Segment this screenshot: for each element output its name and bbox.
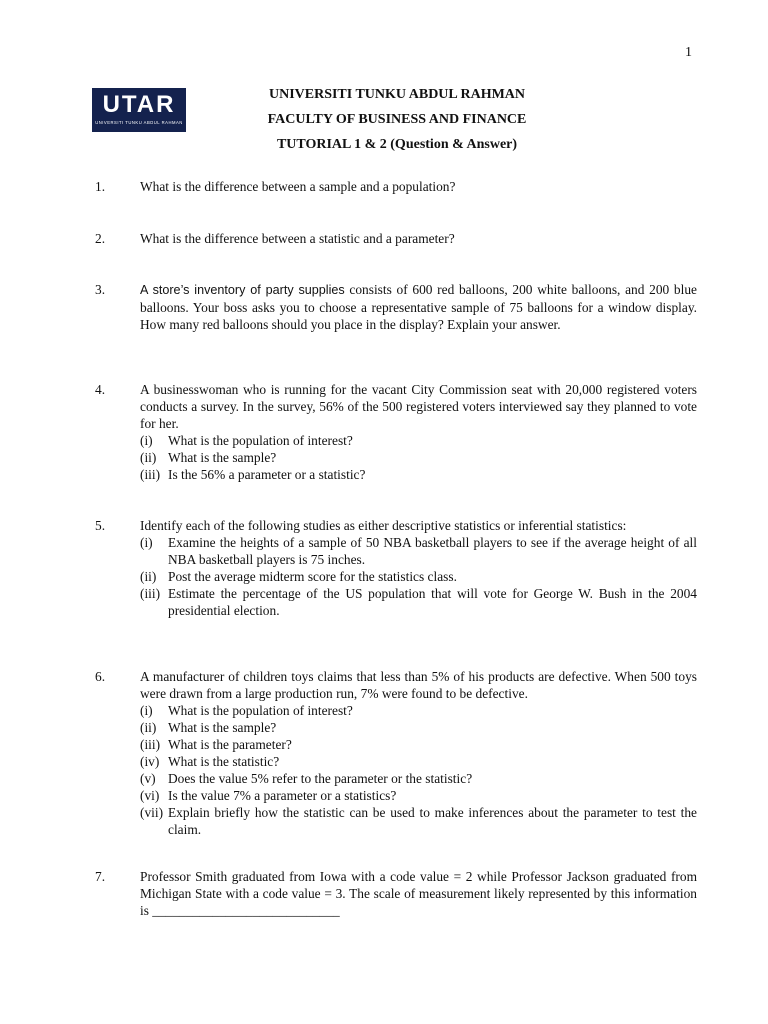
question-text: What is the difference between a sample and a population? <box>140 179 456 194</box>
question-text: Identify each of the following studies as either descriptive statistics or inferential statistics: <box>140 518 627 533</box>
question-body <box>140 868 697 919</box>
question-number: 6. <box>95 669 106 684</box>
sub-question <box>140 753 697 770</box>
sub-question-numeral: (iv) <box>140 754 160 769</box>
sub-question <box>140 702 697 719</box>
sub-question-numeral: (ii) <box>140 450 157 465</box>
sub-question-numeral: (i) <box>140 535 153 550</box>
faculty-name: FACULTY OF BUSINESS AND FINANCE <box>267 112 527 127</box>
question-3 <box>95 281 697 333</box>
question-4 <box>95 381 697 483</box>
page-number: 1 <box>685 45 692 60</box>
sub-question-text: What is the sample? <box>168 450 277 465</box>
sub-question <box>140 585 697 619</box>
question-body <box>140 281 697 333</box>
question-number: 2. <box>95 231 106 246</box>
question-text: Professor Smith graduated from Iowa with a code value = 2 while Professor Jackson graduated from Michigan State with a code value = 3. The scale of measurement likely represented by this information is ____________________________ <box>140 869 697 918</box>
sub-question-numeral: (i) <box>140 703 153 718</box>
sub-question-numeral: (vi) <box>140 788 160 803</box>
question-body <box>140 381 697 483</box>
sub-question-text: What is the sample? <box>168 720 277 735</box>
sub-question <box>140 432 697 449</box>
sub-question-numeral: (ii) <box>140 569 157 584</box>
question-body <box>140 668 697 838</box>
university-name: UNIVERSITI TUNKU ABDUL RAHMAN <box>268 87 526 102</box>
document-header <box>0 86 768 161</box>
question-body <box>140 230 697 247</box>
sub-question-text: Post the average midterm score for the statistics class. <box>168 569 457 584</box>
question-text: A businesswoman who is running for the vacant City Commission seat with 20,000 registered voters conducts a survey. In the survey, 56% of the 500 registered voters interviewed say they planned to vote for her. <box>140 382 697 431</box>
sub-question-text: Examine the heights of a sample of 50 NBA basketball players to see if the average height of all NBA basketball players is 75 inches. <box>168 535 697 567</box>
question-text: What is the difference between a statistic and a parameter? <box>140 231 455 246</box>
sub-question <box>140 466 697 483</box>
question-text-rest: consists of 600 red balloons, 200 white balloons, and 200 blue balloons. Your boss asks you to choose a representative sample of 75 balloons for a window display. How many red balloons should you place in the display? Explain your answer. <box>140 282 697 332</box>
sub-question-numeral: (iii) <box>140 467 161 482</box>
sub-question <box>140 770 697 787</box>
sub-question <box>140 787 697 804</box>
sub-question-numeral: (vii) <box>140 805 164 820</box>
sub-question-text: Explain briefly how the statistic can be used to make inferences about the parameter to test the claim. <box>168 805 697 837</box>
question-text <box>140 281 697 333</box>
sub-question-numeral: (ii) <box>140 720 157 735</box>
question-number: 3. <box>95 282 106 297</box>
sub-question-numeral: (i) <box>140 433 153 448</box>
sub-question-text: What is the statistic? <box>168 754 280 769</box>
logo-word: UTAR <box>102 91 176 118</box>
question-6 <box>95 668 697 838</box>
question-1 <box>95 178 697 195</box>
sub-question <box>140 449 697 466</box>
sub-question-text: Estimate the percentage of the US population that will vote for George W. Bush in the 2004 presidential election. <box>168 586 697 618</box>
sub-question-text: Does the value 5% refer to the parameter or the statistic? <box>168 771 473 786</box>
sub-question-text: Is the value 7% a parameter or a statistics? <box>168 788 397 803</box>
sub-question <box>140 568 697 585</box>
sub-question <box>140 534 697 568</box>
question-body <box>140 517 697 619</box>
sub-question-text: What is the parameter? <box>168 737 292 752</box>
sub-question-numeral: (iii) <box>140 586 161 601</box>
tutorial-title: TUTORIAL 1 & 2 (Question & Answer) <box>276 137 518 152</box>
sub-question-numeral: (v) <box>140 771 156 786</box>
sub-question <box>140 719 697 736</box>
sub-question <box>140 736 697 753</box>
sub-question-text: What is the population of interest? <box>168 703 353 718</box>
question-text-lead: A store’s inventory of party supplies <box>140 283 345 297</box>
question-number: 5. <box>95 518 106 533</box>
question-number: 7. <box>95 869 106 884</box>
sub-question-numeral: (iii) <box>140 737 161 752</box>
question-number: 4. <box>95 382 106 397</box>
sub-question-text: Is the 56% a parameter or a statistic? <box>168 467 366 482</box>
sub-question-text: What is the population of interest? <box>168 433 353 448</box>
logo-subtext: UNIVERSITI TUNKU ABDUL RAHMAN <box>95 120 183 125</box>
question-body <box>140 178 697 195</box>
question-7 <box>95 868 697 919</box>
sub-question <box>140 804 697 838</box>
question-text: A manufacturer of children toys claims that less than 5% of his products are defective. When 500 toys were drawn from a large production run, 7% were found to be defective. <box>140 669 697 701</box>
question-5 <box>95 517 697 619</box>
question-number: 1. <box>95 179 106 194</box>
question-2 <box>95 230 697 247</box>
